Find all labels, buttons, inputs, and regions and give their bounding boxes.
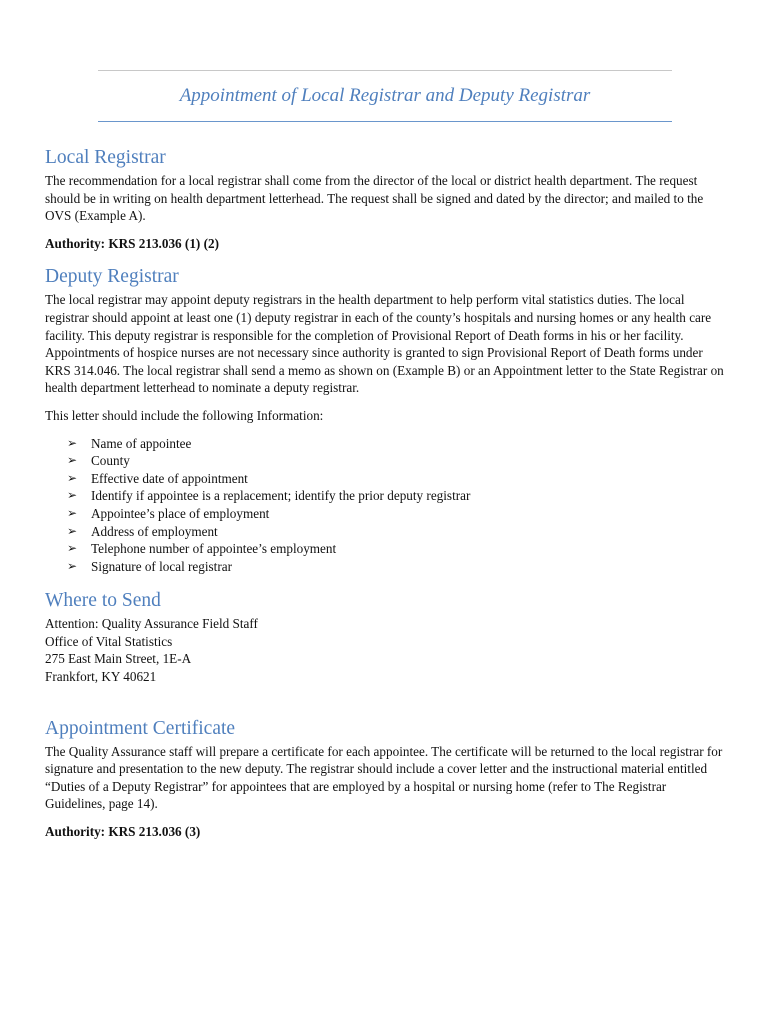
list-item: ➢ Identify if appointee is a replacement; identify the prior deputy registrar: [67, 488, 471, 504]
document-body: [45, 146, 725, 841]
address-line-city: Frankfort, KY 40621: [45, 669, 157, 685]
section-local-registrar: [45, 146, 725, 252]
list-item: ➢ Address of employment: [67, 523, 218, 539]
top-divider: [98, 70, 672, 71]
address-line-street: 275 East Main Street, 1E-A: [45, 651, 192, 667]
section-appointment-certificate: [45, 717, 725, 841]
required-information-list: [67, 435, 725, 576]
list-item: ➢ Telephone number of appointee’s employment: [67, 541, 337, 557]
list-item: ➢ County: [67, 453, 130, 469]
arrow-bullet-icon: ➢: [67, 435, 78, 450]
local-registrar-authority: Authority: KRS 213.036 (1) (2): [45, 235, 219, 251]
title-underline: [98, 121, 672, 122]
arrow-bullet-icon: ➢: [67, 470, 78, 485]
deputy-registrar-list-intro: This letter should include the following Information:: [45, 407, 324, 423]
section-deputy-registrar: [45, 265, 725, 575]
list-item: ➢ Name of appointee: [67, 435, 192, 451]
section-where-to-send: [45, 589, 725, 685]
arrow-bullet-icon: ➢: [67, 488, 78, 503]
local-registrar-paragraph: The recommendation for a local registrar shall come from the director of the local or district health department. The request should be in writing on health department letterhead. The request shall be signed and dated by the director; and mailed to the OVS (Example A).: [45, 173, 704, 224]
section-heading-appointment-certificate: Appointment Certificate: [45, 717, 236, 739]
list-item: ➢ Signature of local registrar: [67, 558, 232, 574]
list-item: ➢ Appointee’s place of employment: [67, 505, 270, 521]
arrow-bullet-icon: ➢: [67, 541, 78, 556]
arrow-bullet-icon: ➢: [67, 558, 78, 573]
deputy-registrar-paragraph: The local registrar may appoint deputy registrars in the health department to help perform vital statistics duties. The local registrar should appoint at least one (1) deputy registrar in each of the county’s hospitals and nursing homes or any health care facility. This deputy registrar is responsible for the completion of Provisional Report of Death forms in his or her facility. Appointments of hospice nurses are not necessary since authority is granted to sign Provisional Report of Death forms under KRS 314.046. The local registrar shall send a memo as shown on (Example B) or an Appointment letter to the State Registrar on health department letterhead to nominate a deputy registrar.: [45, 292, 724, 396]
list-item: ➢ Effective date of appointment: [67, 470, 248, 486]
arrow-bullet-icon: ➢: [67, 453, 78, 468]
appointment-certificate-paragraph: The Quality Assurance staff will prepare a certificate for each appointee. The certificate will be returned to the local registrar for signature and presentation to the new deputy. The registrar should include a cover letter and the instructional material entitled “Duties of a Deputy Registrar” for appointees that are employed by a hospital or nursing home (refer to The Registrar Guidelines, page 14).: [45, 743, 723, 812]
section-heading-local-registrar: Local Registrar: [45, 147, 166, 168]
address-line-attention: Attention: Quality Assurance Field Staff: [45, 616, 258, 632]
section-heading-deputy-registrar: Deputy Registrar: [45, 266, 179, 288]
appointment-certificate-authority: Authority: KRS 213.036 (3): [45, 824, 201, 840]
arrow-bullet-icon: ➢: [67, 523, 78, 538]
address-line-office: Office of Vital Statistics: [45, 633, 173, 649]
section-heading-where-to-send: Where to Send: [45, 590, 161, 612]
arrow-bullet-icon: ➢: [67, 505, 78, 520]
document-title: Appointment of Local Registrar and Deputy Registrar: [179, 85, 591, 106]
